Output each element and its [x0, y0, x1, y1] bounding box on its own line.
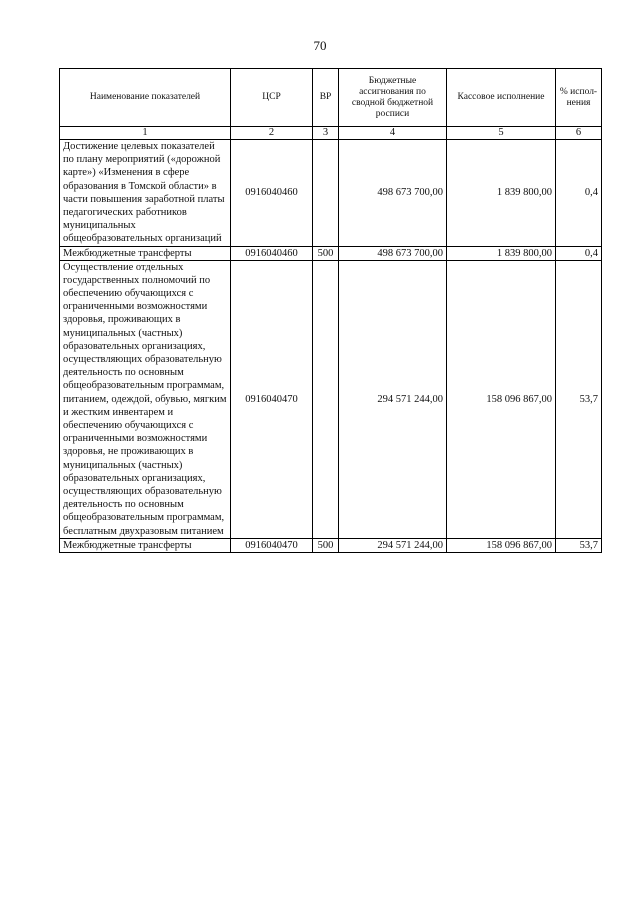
- row-vr: [313, 260, 339, 538]
- row-name: Межбюджетные трансферты: [60, 246, 231, 260]
- header-cash-execution: Кассовое исполнение: [447, 69, 556, 127]
- table-row: [60, 260, 602, 538]
- header-csr: ЦСР: [231, 69, 313, 127]
- row-budget: 294 571 244,00: [339, 260, 447, 538]
- row-budget: 498 673 700,00: [339, 246, 447, 260]
- row-vr: [313, 140, 339, 247]
- header-vr: ВР: [313, 69, 339, 127]
- row-csr: 0916040460: [231, 140, 313, 247]
- column-number: 1: [60, 127, 231, 140]
- row-percent: 53,7: [556, 538, 602, 552]
- header-row: [60, 69, 602, 127]
- column-number-row: [60, 127, 602, 140]
- column-number: 4: [339, 127, 447, 140]
- row-budget: 294 571 244,00: [339, 538, 447, 552]
- table-row: [60, 538, 602, 552]
- row-csr: 0916040470: [231, 260, 313, 538]
- row-cash: 158 096 867,00: [447, 260, 556, 538]
- page-number: 70: [313, 38, 327, 53]
- header-execution-percent: % испол-нения: [556, 69, 602, 127]
- column-number: 6: [556, 127, 602, 140]
- row-csr: 0916040460: [231, 246, 313, 260]
- row-name: Осуществление отдельных государственных полномочий по обеспечению обучающихся с ограниченными возможностями здоровья, проживающих в муниципальных (частных) образовательных организациях, осуществляющих образовательную деятельность по основным общеобразовательным программам, питанием, одеждой, обувью, мягким и жестким инвентарем и обеспечению обучающихся с ограниченными возможностями здоровья, не проживающих в муниципальных (частных) образовательных организациях, осуществляющих образовательную деятельность по основным общеобразовательным программам, бесплатным двухразовым питанием: [60, 260, 231, 538]
- row-percent: 53,7: [556, 260, 602, 538]
- row-percent: 0,4: [556, 246, 602, 260]
- column-number: 3: [313, 127, 339, 140]
- row-name: Межбюджетные трансферты: [60, 538, 231, 552]
- row-cash: 1 839 800,00: [447, 140, 556, 247]
- row-budget: 498 673 700,00: [339, 140, 447, 247]
- row-vr: 500: [313, 246, 339, 260]
- row-cash: 158 096 867,00: [447, 538, 556, 552]
- table-row: [60, 246, 602, 260]
- header-budget-allocations: Бюджетные ассигнования по сводной бюджетной росписи: [339, 69, 447, 127]
- row-name: Достижение целевых показателей по плану мероприятий («дорожной карте») «Изменения в сфере образования в Томской области» в части повышения заработной платы педагогических работников муниципальных общеобразовательных организаций: [60, 140, 231, 247]
- column-number: 2: [231, 127, 313, 140]
- row-vr: 500: [313, 538, 339, 552]
- table-row: [60, 140, 602, 247]
- column-number: 5: [447, 127, 556, 140]
- row-cash: 1 839 800,00: [447, 246, 556, 260]
- row-csr: 0916040470: [231, 538, 313, 552]
- row-percent: 0,4: [556, 140, 602, 247]
- budget-execution-table: [59, 68, 602, 553]
- header-indicator-name: Наименование показателей: [60, 69, 231, 127]
